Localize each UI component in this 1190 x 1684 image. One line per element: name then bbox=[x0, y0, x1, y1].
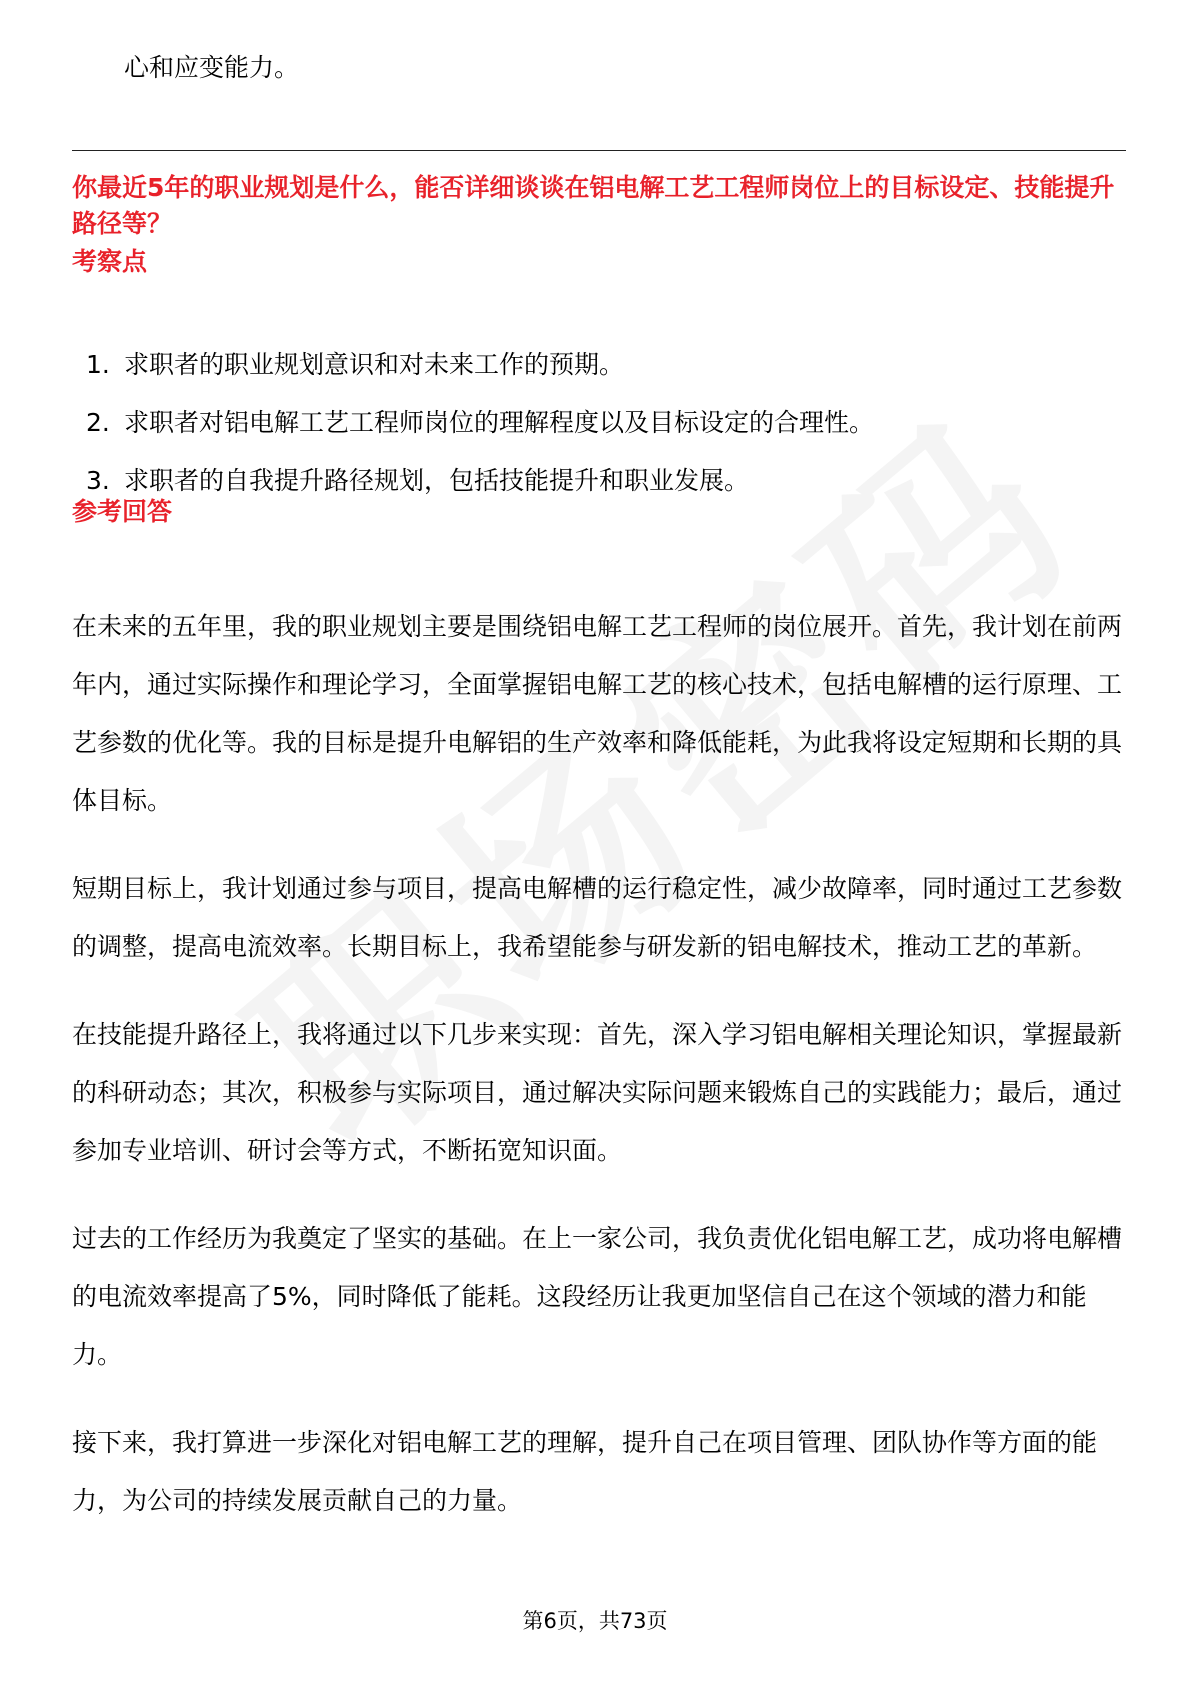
list-number: 1. bbox=[86, 350, 110, 379]
answer-paragraph: 在技能提升路径上，我将通过以下几步来实现：首先，深入学习铝电解相关理论知识，掌握最新的科研动态；其次，积极参与实际项目，通过解决实际问题来锻炼自己的实践能力；最后，通过参加专业培训、研讨会等方式，不断拓宽知识面。 bbox=[72, 1020, 1123, 1165]
answer-paragraph: 接下来，我打算进一步深化对铝电解工艺的理解，提升自己在项目管理、团队协作等方面的能力，为公司的持续发展贡献自己的力量。 bbox=[72, 1428, 1098, 1515]
list-text: 求职者的自我提升路径规划，包括技能提升和职业发展。 bbox=[124, 466, 750, 495]
section-divider bbox=[72, 150, 1126, 151]
points-list bbox=[72, 336, 1132, 510]
answer-paragraph: 在未来的五年里，我的职业规划主要是围绕铝电解工艺工程师的岗位展开。首先，我计划在前两年内，通过实际操作和理论学习，全面掌握铝电解工艺的核心技术，包括电解槽的运行原理、工艺参数的优化等。我的目标是提升电解铝的生产效率和降低能耗，为此我将设定短期和长期的具体目标。 bbox=[72, 612, 1123, 815]
answer-heading: 参考回答 bbox=[72, 497, 173, 526]
list-item bbox=[72, 394, 1132, 452]
list-number: 3. bbox=[86, 466, 110, 495]
points-heading: 考察点 bbox=[72, 247, 148, 276]
list-text: 求职者对铝电解工艺工程师岗位的理解程度以及目标设定的合理性。 bbox=[124, 408, 875, 437]
continued-text: 心和应变能力。 bbox=[124, 53, 300, 82]
list-text: 求职者的职业规划意识和对未来工作的预期。 bbox=[124, 350, 625, 379]
answer-paragraph: 短期目标上，我计划通过参与项目，提高电解槽的运行稳定性，减少故障率，同时通过工艺参数的调整，提高电流效率。长期目标上，我希望能参与研发新的铝电解技术，推动工艺的革新。 bbox=[72, 874, 1123, 961]
question-title: 你最近5年的职业规划是什么，能否详细谈谈在铝电解工艺工程师岗位上的目标设定、技能提升路径等？ bbox=[72, 173, 1115, 238]
list-item bbox=[72, 336, 1132, 394]
list-item bbox=[72, 452, 1132, 510]
answer-paragraph: 过去的工作经历为我奠定了坚实的基础。在上一家公司，我负责优化铝电解工艺，成功将电解槽的电流效率提高了5%，同时降低了能耗。这段经历让我更加坚信自己在这个领域的潜力和能力。 bbox=[72, 1224, 1123, 1369]
list-number: 2. bbox=[86, 408, 110, 437]
page-number: 第6页，共73页 bbox=[522, 1609, 668, 1633]
answer-body bbox=[72, 598, 1134, 1560]
